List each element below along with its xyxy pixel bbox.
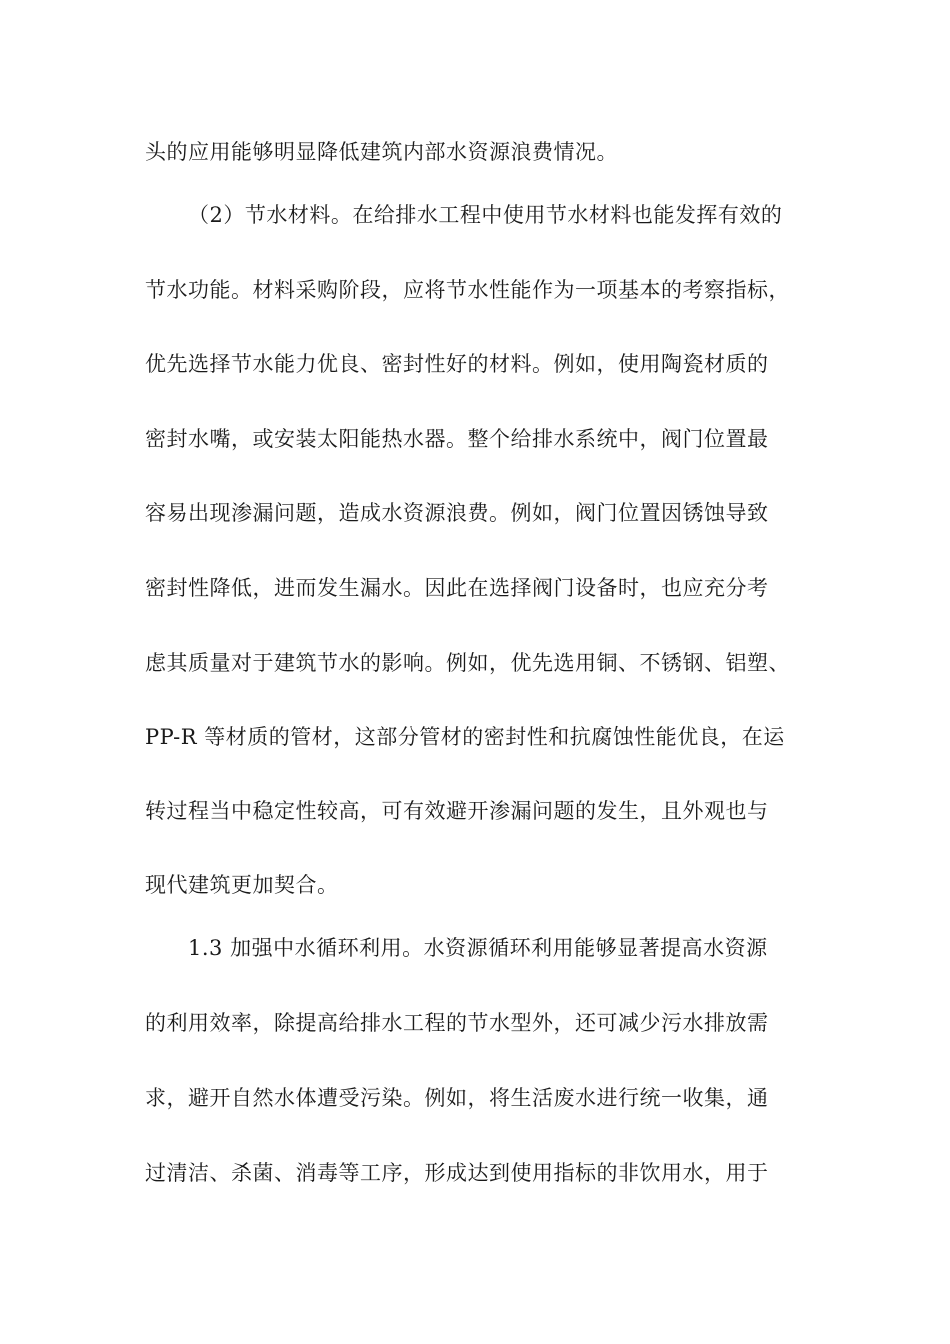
text-line: 优先选择节水能力优良、密封性好的材料。例如，使用陶瓷材质的 <box>145 352 769 376</box>
text-line: 虑其质量对于建筑节水的影响。例如，优先选用铜、不锈钢、铝塑、 <box>145 651 790 675</box>
text-line: 现代建筑更加契合。 <box>145 873 339 897</box>
text-line: 转过程当中稳定性较高，可有效避开渗漏问题的发生，且外观也与 <box>145 799 769 823</box>
text-line: PP-R 等材质的管材，这部分管材的密封性和抗腐蚀性能优良，在运 <box>145 725 785 749</box>
text-line: 求，避开自然水体遭受污染。例如，将生活废水进行统一收集，通 <box>145 1086 769 1110</box>
text-line: 的利用效率，除提高给排水工程的节水型外，还可减少污水排放需 <box>145 1011 769 1035</box>
text-line: 容易出现渗漏问题，造成水资源浪费。例如，阀门位置因锈蚀导致 <box>145 501 769 525</box>
text-line: 1.3 加强中水循环利用。水资源循环利用能够显著提高水资源 <box>188 936 768 960</box>
text-line: 密封水嘴，或安装太阳能热水器。整个给排水系统中，阀门位置最 <box>145 427 769 451</box>
text-line: 头的应用能够明显降低建筑内部水资源浪费情况。 <box>145 140 618 164</box>
text-line: （2）节水材料。在给排水工程中使用节水材料也能发挥有效的 <box>188 203 783 227</box>
text-line: 过清洁、杀菌、消毒等工序，形成达到使用指标的非饮用水，用于 <box>145 1161 769 1185</box>
text-line: 密封性降低，进而发生漏水。因此在选择阀门设备时，也应充分考 <box>145 576 769 600</box>
text-line: 节水功能。材料采购阶段，应将节水性能作为一项基本的考察指标， <box>145 278 790 302</box>
